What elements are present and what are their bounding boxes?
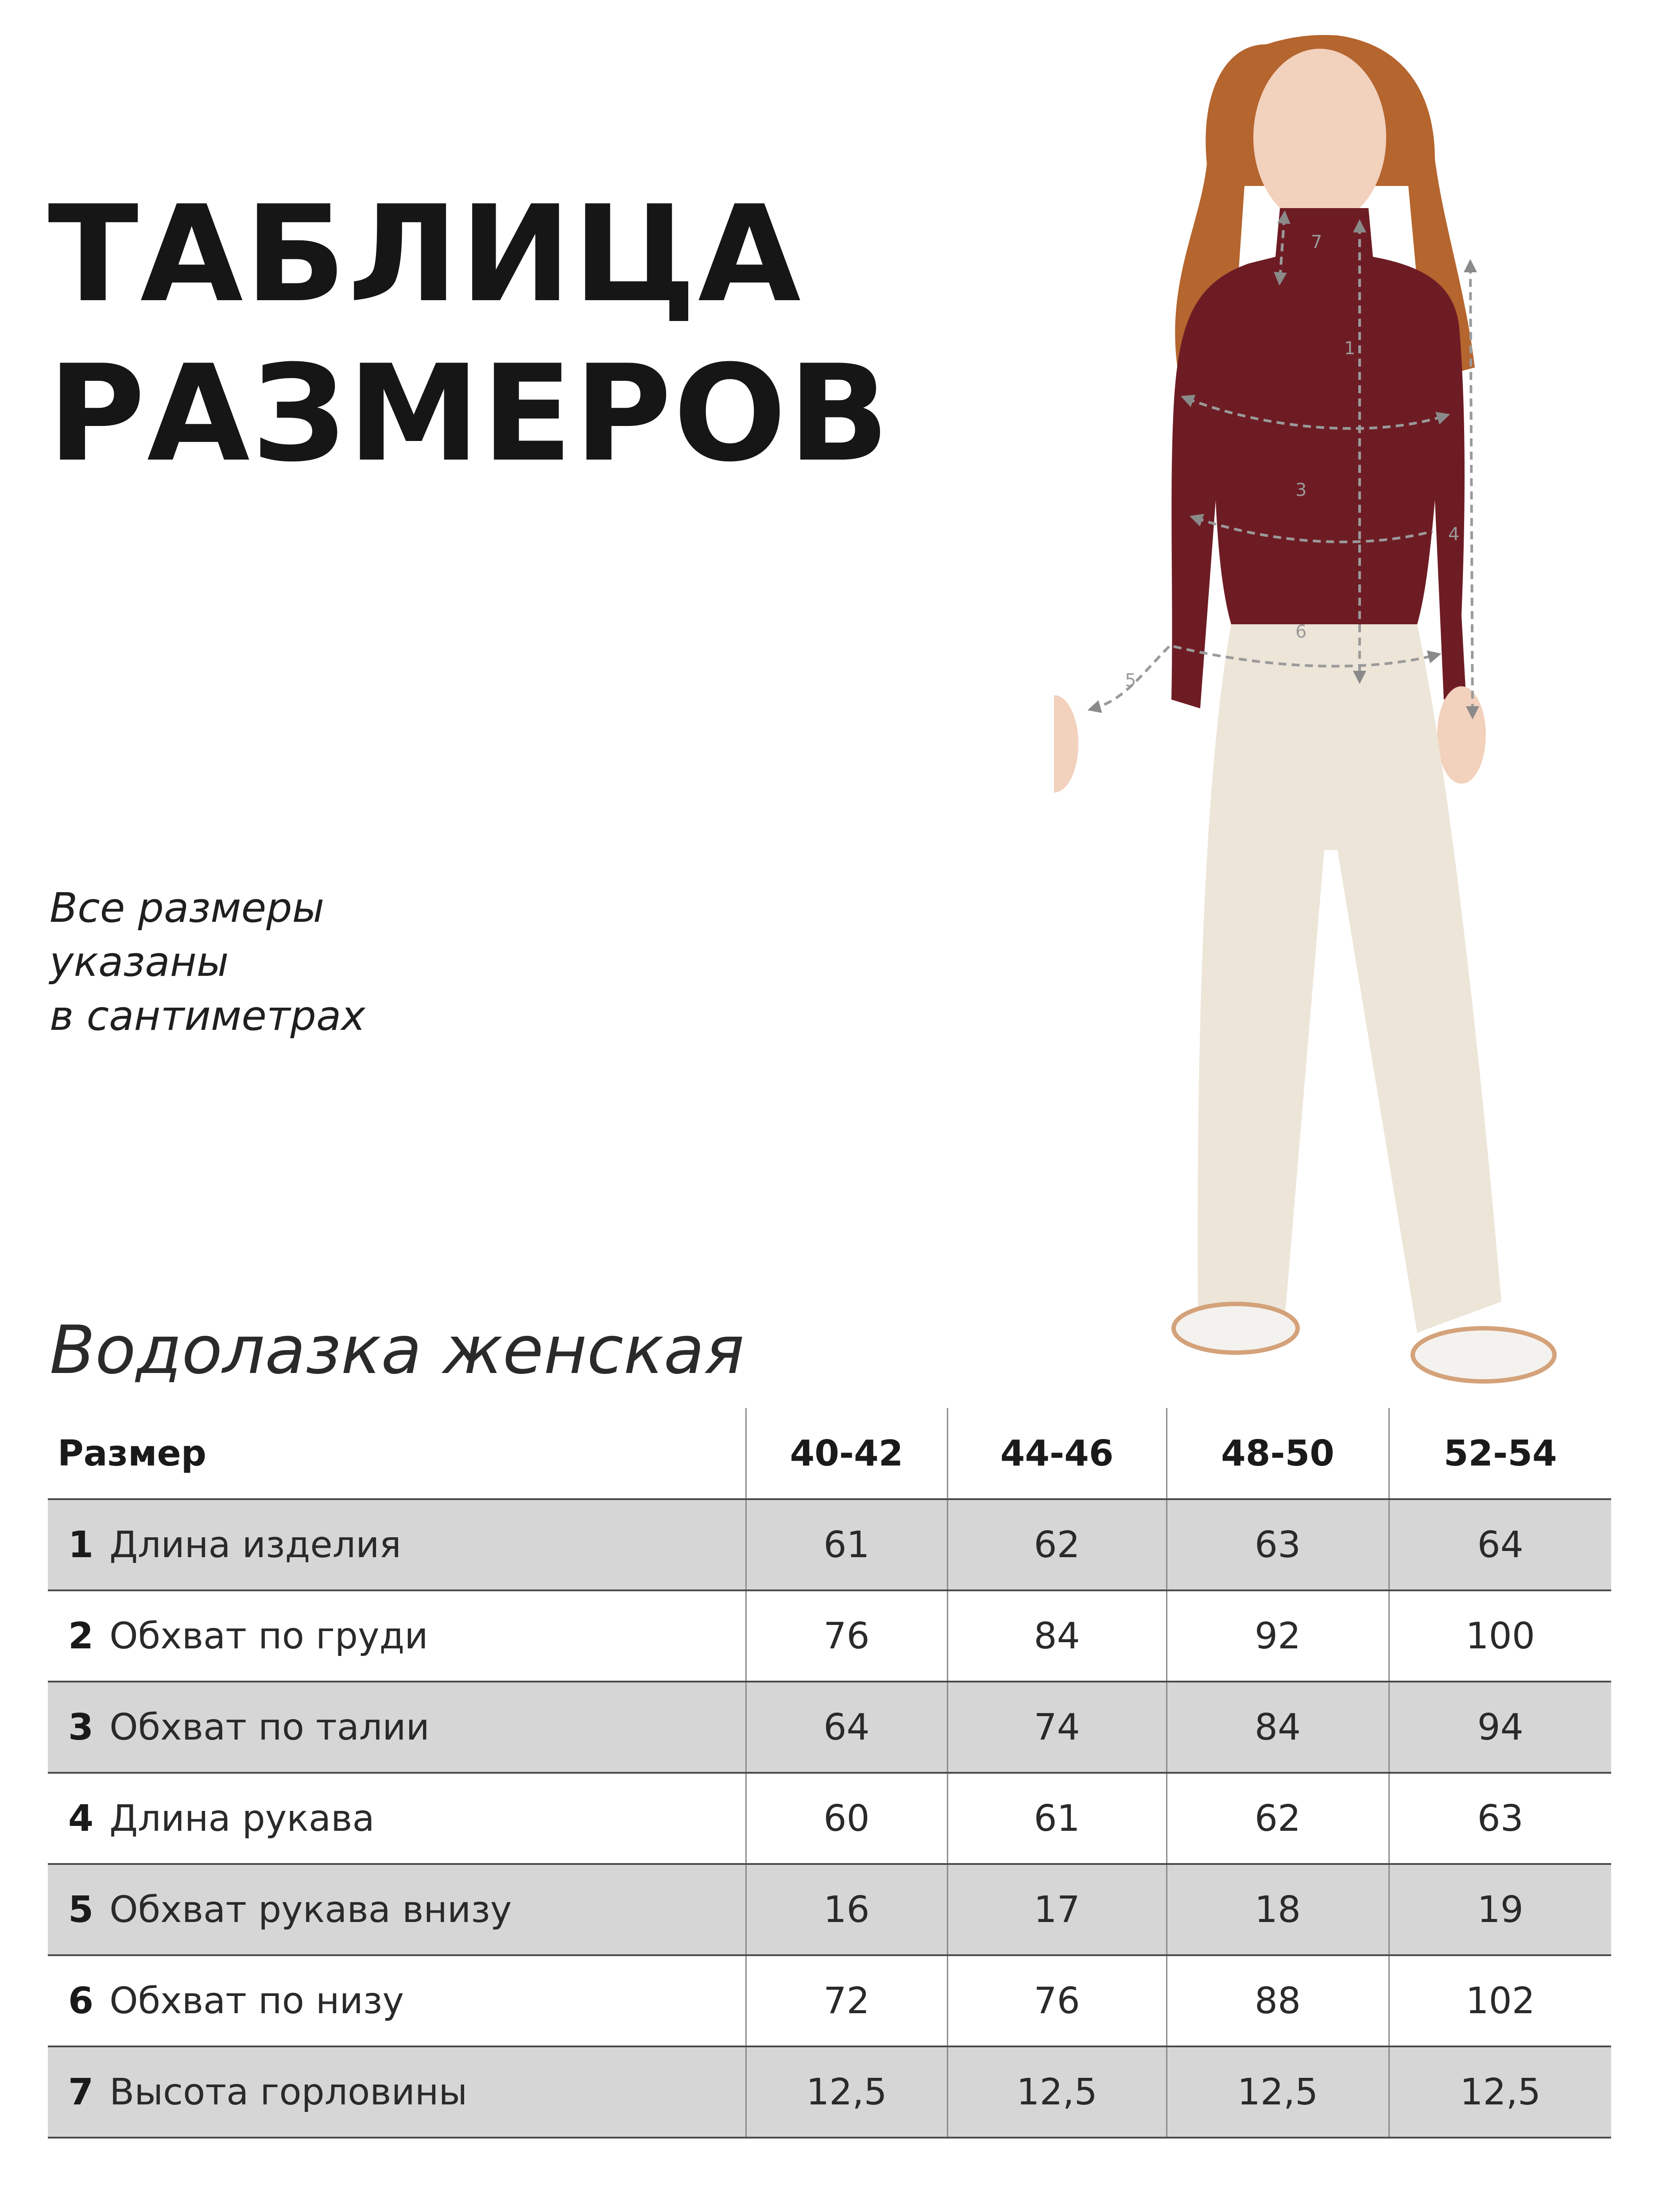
table-header-row — [48, 1408, 1611, 1499]
marker-4: 4 — [1448, 524, 1460, 545]
title-line-1: ТАБЛИЦА — [48, 177, 803, 332]
measurement-name — [48, 1499, 746, 1590]
table-cell: 72 — [746, 1955, 947, 2046]
table-cell: 74 — [947, 1682, 1167, 1773]
marker-7: 7 — [1311, 232, 1322, 252]
table-cell: 84 — [947, 1590, 1167, 1682]
marker-1: 1 — [1344, 338, 1356, 359]
right-hand — [1437, 686, 1486, 784]
marker-3: 3 — [1295, 480, 1307, 500]
measurement-number: 3 — [68, 1706, 94, 1748]
table-row — [48, 1864, 1611, 1955]
table-cell: 12,5 — [1167, 2046, 1389, 2138]
table-cell: 12,5 — [746, 2046, 947, 2138]
size-table — [48, 1408, 1611, 2139]
table-cell: 88 — [1167, 1955, 1389, 2046]
measurement-number: 2 — [68, 1615, 94, 1657]
table-row — [48, 1590, 1611, 1682]
measurement-number: 6 — [68, 1980, 94, 2022]
measurement-label: Длина изделия — [109, 1524, 401, 1566]
table-row — [48, 1773, 1611, 1864]
units-note-line-1: Все размеры — [50, 884, 325, 932]
measurement-name — [48, 2046, 746, 2138]
measurement-name — [48, 1864, 746, 1955]
marker-6: 6 — [1295, 622, 1307, 642]
table-cell: 94 — [1389, 1682, 1611, 1773]
table-row — [48, 2046, 1611, 2138]
table-cell: 76 — [746, 1590, 947, 1682]
product-title: Водолазка женская — [50, 1312, 744, 1389]
table-cell: 62 — [1167, 1773, 1389, 1864]
table-cell: 61 — [947, 1773, 1167, 1864]
table-cell: 18 — [1167, 1864, 1389, 1955]
measurement-number: 4 — [68, 1797, 94, 1840]
page-title — [48, 175, 891, 494]
table-cell: 64 — [1389, 1499, 1611, 1590]
table-cell: 60 — [746, 1773, 947, 1864]
measurement-name — [48, 1955, 746, 2046]
face — [1253, 49, 1386, 226]
table-cell: 61 — [746, 1499, 947, 1590]
left-hand — [1054, 695, 1078, 793]
table-cell: 63 — [1389, 1773, 1611, 1864]
measurement-label: Длина рукава — [109, 1797, 375, 1840]
measurement-name — [48, 1682, 746, 1773]
table-cell: 92 — [1167, 1590, 1389, 1682]
table-cell: 12,5 — [1389, 2046, 1611, 2138]
guide-4-sleeve — [1470, 266, 1473, 713]
table-cell: 102 — [1389, 1955, 1611, 2046]
size-header: 44-46 — [947, 1408, 1167, 1499]
table-cell: 76 — [947, 1955, 1167, 2046]
table-cell: 62 — [947, 1499, 1167, 1590]
table-cell: 84 — [1167, 1682, 1389, 1773]
size-header: 48-50 — [1167, 1408, 1389, 1499]
units-note — [50, 881, 365, 1043]
measurement-label: Обхват рукава внизу — [109, 1888, 512, 1931]
units-note-line-2: указаны — [50, 938, 229, 986]
measurement-number: 7 — [68, 2071, 94, 2113]
table-row — [48, 1499, 1611, 1590]
model-figure — [1054, 18, 1612, 1417]
measurement-number: 1 — [68, 1524, 94, 1566]
measurement-number: 5 — [68, 1888, 94, 1931]
left-shoe — [1174, 1304, 1298, 1353]
measurement-name — [48, 1590, 746, 1682]
measurement-label: Высота горловины — [109, 2071, 468, 2113]
table-row — [48, 1955, 1611, 2046]
table-cell: 64 — [746, 1682, 947, 1773]
table-row — [48, 1682, 1611, 1773]
size-column-header: Размер — [48, 1408, 746, 1499]
table-cell: 12,5 — [947, 2046, 1167, 2138]
table-cell: 16 — [746, 1864, 947, 1955]
measurement-label: Обхват по талии — [109, 1706, 430, 1748]
marker-5: 5 — [1125, 670, 1136, 691]
measurement-label: Обхват по груди — [109, 1615, 428, 1657]
title-line-2: РАЗМЕРОВ — [48, 336, 892, 491]
size-header: 52-54 — [1389, 1408, 1611, 1499]
measurement-label: Обхват по низу — [109, 1980, 404, 2022]
table-cell: 19 — [1389, 1864, 1611, 1955]
table-cell: 63 — [1167, 1499, 1389, 1590]
table-cell: 17 — [947, 1864, 1167, 1955]
measurement-name — [48, 1773, 746, 1864]
table-cell: 100 — [1389, 1590, 1611, 1682]
size-header: 40-42 — [746, 1408, 947, 1499]
units-note-line-3: в сантиметрах — [50, 992, 365, 1040]
right-shoe — [1413, 1328, 1554, 1381]
